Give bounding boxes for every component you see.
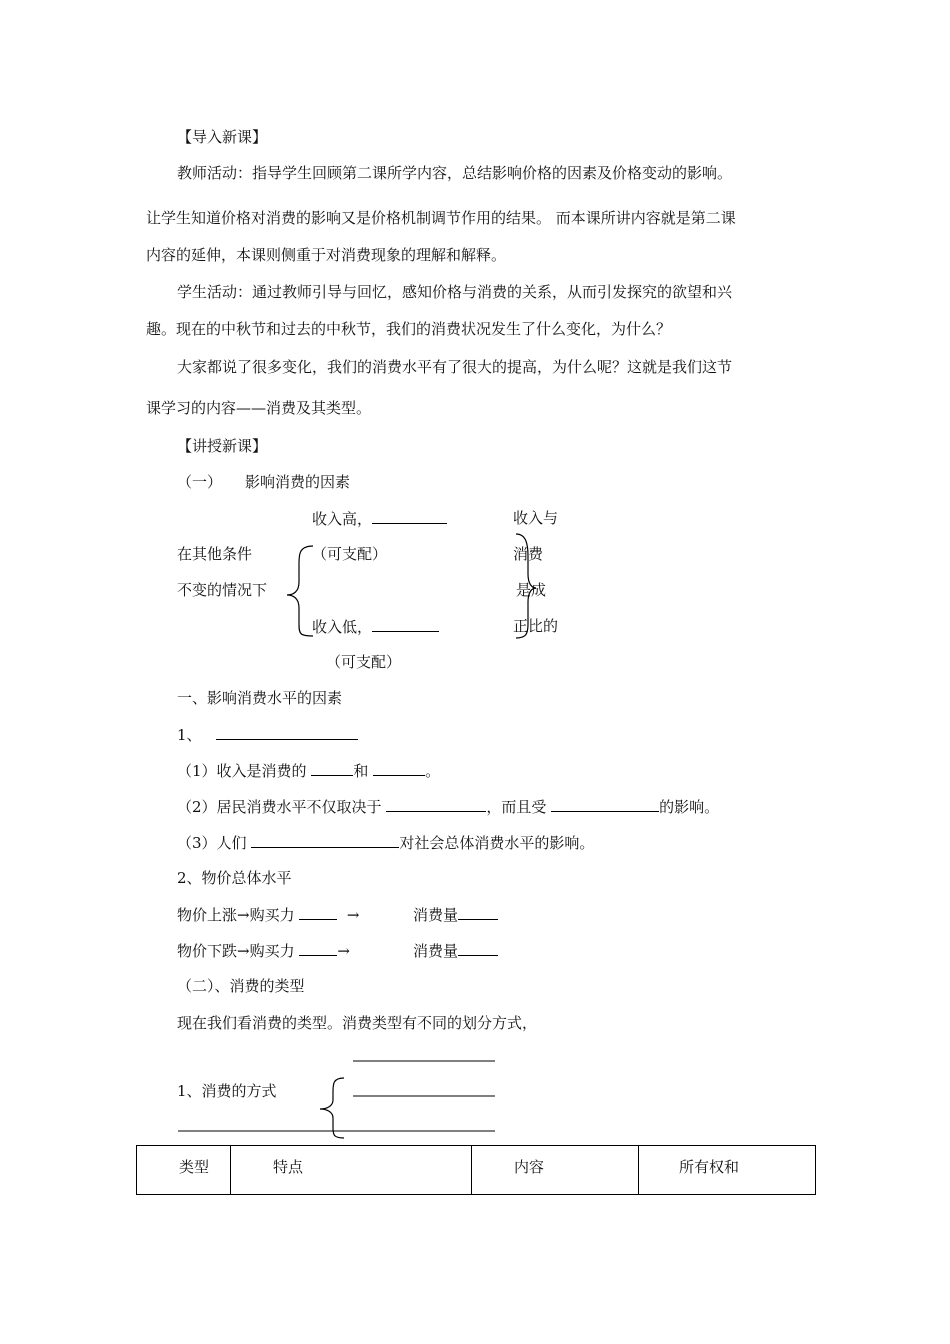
- right-note-line2: 消费: [513, 545, 544, 563]
- blank-line: [299, 904, 337, 920]
- types-intro: 现在我们看消费的类型。消费类型有不同的划分方式，: [177, 1014, 538, 1032]
- right-note-line1: 收入与: [513, 509, 559, 527]
- lecture-heading: 【讲授新课】: [177, 437, 268, 455]
- intro-paragraph-line1: 大家都说了很多变化，我们的消费水平有了很大的提高，为什么呢？这就是我们这节: [177, 358, 733, 376]
- teacher-activity-line1: 教师活动：指导学生回顾第二课所学内容，总结影响价格的因素及价格变动的影响。: [177, 164, 733, 182]
- teacher-activity-line3: 内容的延伸，本课则侧重于对消费现象的理解和解释。: [146, 246, 507, 264]
- intro-paragraph-line2: 课学习的内容——消费及其类型。: [146, 399, 372, 417]
- disposable-label-top: （可支配）: [312, 545, 388, 563]
- sub-item3: （3）人们 对社会总体消费水平的影响。: [177, 834, 595, 852]
- blank-line: [251, 832, 399, 848]
- table-header-feature: 特点: [231, 1146, 472, 1195]
- right-note-line4: 正比的: [513, 617, 559, 635]
- section2-title: （二）、消费的类型: [177, 977, 305, 995]
- price-down-consumption: 消费量: [413, 940, 498, 961]
- low-income-label: 收入低，: [312, 616, 439, 637]
- price-up-consumption: 消费量: [413, 904, 498, 925]
- section1-title: 影响消费的因素: [245, 473, 351, 491]
- blank-line: [386, 796, 486, 812]
- table-header-ownership: 所有权和: [639, 1146, 816, 1195]
- item2-heading: 2、物价总体水平: [177, 869, 292, 887]
- blank-line: [311, 760, 353, 776]
- student-activity-line2: 趣。现在的中秋节和过去的中秋节，我们的消费状况发生了什么变化，为什么？: [146, 320, 672, 338]
- high-income-label: 收入高，: [312, 508, 447, 529]
- disposable-label-bottom: （可支配）: [326, 653, 402, 671]
- item1-row: 1、: [177, 724, 358, 745]
- consumption-mode-label: 1、消费的方式: [177, 1082, 277, 1100]
- left-brace: [287, 546, 313, 636]
- section1-number: （一）: [177, 473, 223, 491]
- condition-line2: 不变的情况下: [177, 581, 268, 599]
- blank-line: [458, 940, 498, 956]
- blank-line: [299, 940, 337, 956]
- student-activity-line1: 学生活动：通过教师引导与回忆，感知价格与消费的关系，从而引发探究的欲望和兴: [177, 283, 733, 301]
- blank-line: [551, 796, 659, 812]
- consumption-mode-brace: [320, 1078, 344, 1138]
- table-header-content: 内容: [472, 1146, 639, 1195]
- blank-line: [216, 724, 358, 740]
- teacher-activity-line2: 让学生知道价格对消费的影响又是价格机制调节作用的结果。 而本课所讲内容就是第二课: [146, 209, 736, 227]
- sub-item1: （1）收入是消费的 和 。: [177, 762, 441, 780]
- price-up-row: 物价上涨→购买力 →: [177, 906, 360, 924]
- right-note-line3: 是成: [516, 581, 547, 599]
- table-header-row: [137, 1146, 816, 1195]
- blank-line: [373, 760, 425, 776]
- blank-line: [458, 904, 498, 920]
- sub-item2: （2）居民消费水平不仅取决于 ，而且受 的影响。: [177, 798, 720, 816]
- level-factors-heading: 一、影响消费水平的因素: [177, 689, 343, 707]
- right-brace: [516, 534, 536, 638]
- price-down-row: 物价下跌→购买力 →: [177, 942, 350, 960]
- table-header-type: 类型: [137, 1146, 231, 1195]
- consumption-types-table: [136, 1145, 816, 1195]
- condition-line1: 在其他条件: [177, 545, 253, 563]
- intro-heading: 【导入新课】: [177, 128, 268, 146]
